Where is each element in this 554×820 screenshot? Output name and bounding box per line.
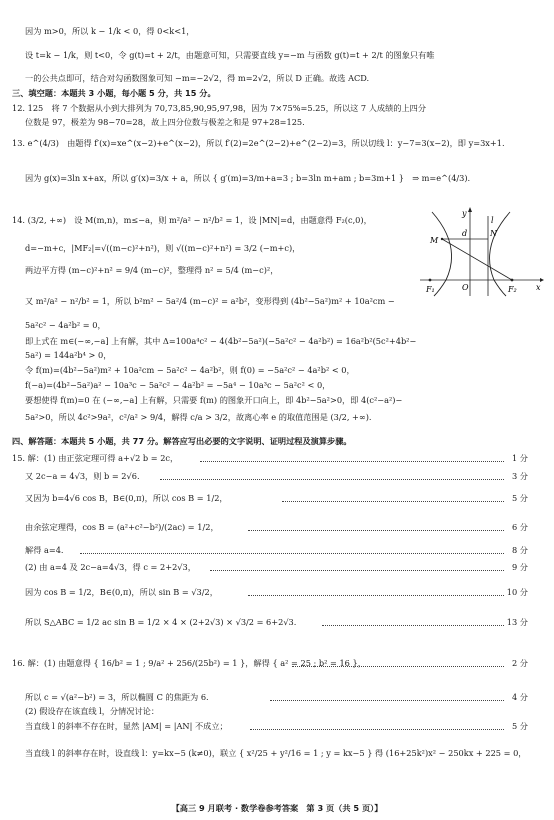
left-branch	[432, 212, 452, 296]
line-text: 因为 m>0，所以 k − 1/k < 0，得 0<k<1，	[25, 26, 195, 36]
line-text: 5a²c² − 4a²b² = 0，	[25, 320, 106, 330]
line-text: 因为 g(x)=3ln x+ax，所以 g′(x)=3/x + a，所以 { g′(m)=3/m+a=3 ; b=3ln m+am ; b=3m+1 } ⇒ m=e^(4/3).	[25, 173, 471, 183]
line-text: 因为 cos B = 1/2，B∈(0,π)，所以 sin B = √3/2，	[25, 587, 218, 597]
line-text: 又 2c−a = 4√3，则 b = 2√6.	[25, 471, 140, 481]
label-d: d	[462, 229, 468, 238]
label-x: x	[536, 283, 541, 292]
line-text: 位数是 97，极差为 98−70=28，故上四分位数与极差之和是 97+28=125.	[25, 117, 305, 127]
line-text: 当直线 l 的斜率不存在时，显然 |AM| = |AN| 不成立；	[25, 721, 228, 731]
focus-f2	[511, 279, 514, 282]
dot-leader	[270, 694, 504, 701]
line-text: 15. 解：(1) 由正弦定理可得 a+√2 b = 2c，	[12, 453, 179, 463]
score-marker: 10 分	[506, 587, 528, 597]
dot-leader	[248, 524, 504, 531]
dot-leader	[250, 723, 504, 730]
line-text: 要想使得 f(m)=0 在 (−∞,−a] 上有解，只需要 f(m) 的图象开口向上，即 4b²−5a²>0，即 4(c²−a²)−	[25, 395, 403, 405]
line-text: 一的公共点即可，结合对勾函数图象可知 −m=−2√2，得 m=2√2，所以 D 正确。故选 ACD.	[25, 73, 370, 83]
line-text: 5a²) = 144a²b⁴ > 0，	[25, 350, 112, 360]
score-marker: 9 分	[512, 562, 528, 572]
label-f1: F₁	[426, 285, 435, 294]
score-marker: 13 分	[506, 617, 528, 627]
line-text: 又因为 b=4√6 cos B，B∈(0,π)，所以 cos B = 1/2，	[25, 493, 228, 503]
hyperbola-figure	[418, 206, 544, 298]
line-text: 13. e^(4/3) 由题得 f′(x)=xe^(x−2)+e^(x−2)，所以 f′(2)=2e^(2−2)+e^(2−2)=3，所以切线 l：y−7=3(x−2)，即 y=3x+1.	[12, 138, 505, 148]
dot-leader	[248, 589, 504, 596]
line-text: 所以 S△ABC = 1/2 ac sin B = 1/2 × 4 × (2+2√3) × √3/2 = 6+2√3.	[25, 617, 297, 627]
dot-leader	[292, 660, 504, 667]
score-marker: 1 分	[512, 453, 528, 463]
dot-leader	[200, 455, 504, 462]
line-text: 又 m²/a² − n²/b² = 1，所以 b²m² − 5a²/4 (m−c)² = a²b²，变形得到 (4b²−5a²)m² + 10a²cm −	[25, 296, 395, 306]
line-text: 所以 c = √(a²−b²) = 3，所以椭圆 C 的焦距为 6.	[25, 692, 209, 702]
y-axis-arrow	[468, 207, 472, 212]
page-footer: 【高三 9 月联考 · 数学卷参考答案 第 3 页（共 5 页）】	[171, 803, 383, 813]
line-text: (2) 由 a=4 及 2c−a=4√3，得 c = 2+2√3，	[25, 562, 196, 572]
score-marker: 8 分	[512, 545, 528, 555]
line-text: 解得 a=4.	[25, 545, 64, 555]
line-text: 令 f(m)=(4b²−5a²)m² + 10a²cm − 5a²c² − 4a²b²，则 f(0) = −5a²c² − 4a²b² < 0，	[25, 365, 355, 375]
focus-f1	[429, 279, 432, 282]
line-text: f(−a)=(4b²−5a²)a² − 10a³c − 5a²c² − 4a²b² = −5a⁴ − 10a³c − 5a²c² < 0，	[25, 380, 331, 390]
score-marker: 5 分	[512, 721, 528, 731]
line-text: 14. (3/2, +∞) 设 M(m,n)，m≤−a，则 m²/a² − n²/b² = 1，设 |MN|=d，由题意得 F₂(c,0)，	[12, 215, 372, 225]
label-o: O	[462, 283, 469, 292]
dot-leader	[210, 564, 504, 571]
score-marker: 4 分	[512, 692, 528, 702]
score-marker: 5 分	[512, 493, 528, 503]
line-text: 设 t=k − 1/k，则 t<0，令 g(t)=t + 2/t，由题意可知，只需要直线 y=−m 与函数 g(t)=t + 2/t 的图象只有唯	[25, 50, 435, 60]
label-f2: F₂	[508, 285, 517, 294]
line-text: 由余弦定理得，cos B = (a²+c²−b²)/(2ac) = 1/2，	[25, 522, 219, 532]
line-text: 即上式在 m∈(−∞,−a] 上有解，其中 Δ=100a⁴c² − 4(4b²−5a²)(−5a²c² − 4a²b²) = 16a²b²(5c²+4b²−	[25, 336, 417, 346]
label-m: M	[430, 236, 439, 245]
score-marker: 2 分	[512, 658, 528, 668]
score-marker: 3 分	[512, 471, 528, 481]
line-text: 5a²>0，所以 4c²>9a²，c²/a² > 9/4，解得 c/a > 3/2，故离心率 e 的取值范围是 (3/2, +∞).	[25, 412, 372, 422]
point-m	[441, 238, 443, 240]
dot-leader	[322, 619, 504, 626]
line-text: 三、填空题：本题共 3 小题，每小题 5 分，共 15 分。	[12, 88, 216, 98]
dot-leader	[282, 495, 504, 502]
dot-leader	[160, 473, 504, 480]
line-text: 12. 125 将 7 个数据从小到大排列为 70,73,85,90,95,97,98，因为 7×75%=5.25，所以这 7 人成绩的上四分	[12, 103, 427, 113]
line-text: (2) 假设存在该直线 l，分情况讨论：	[25, 706, 160, 716]
line-text: 当直线 l 的斜率存在时，设直线 l：y=kx−5 (k≠0)，联立 { x²/25 + y²/16 = 1 ; y = kx−5 } 得 (16+25k²)x² − 250kx + 225 = 0，	[25, 748, 527, 758]
segment-mf2	[442, 239, 512, 280]
score-marker: 6 分	[512, 522, 528, 532]
dot-leader	[80, 547, 504, 554]
line-text: 四、解答题：本题共 5 小题，共 77 分。解答应写出必要的文字说明、证明过程及演算步骤。	[12, 436, 352, 446]
label-n: N	[490, 229, 497, 238]
label-l: l	[491, 216, 494, 225]
line-text: d=−m+c，|MF₂|=√((m−c)²+n²)，则 √((m−c)²+n²) = 3/2 (−m+c)，	[25, 243, 301, 253]
line-text: 16. 解：(1) 由题意得 { 16/b² = 1 ; 9/a² + 256/(25b²) = 1 }，解得 { a² = 25 ; b² = 16 }，	[12, 658, 366, 668]
label-y: y	[462, 209, 467, 218]
x-axis-arrow	[540, 278, 544, 282]
line-text: 两边平方得 (m−c)²+n² = 9/4 (m−c)²，整理得 n² = 5/4 (m−c)²，	[25, 265, 279, 275]
